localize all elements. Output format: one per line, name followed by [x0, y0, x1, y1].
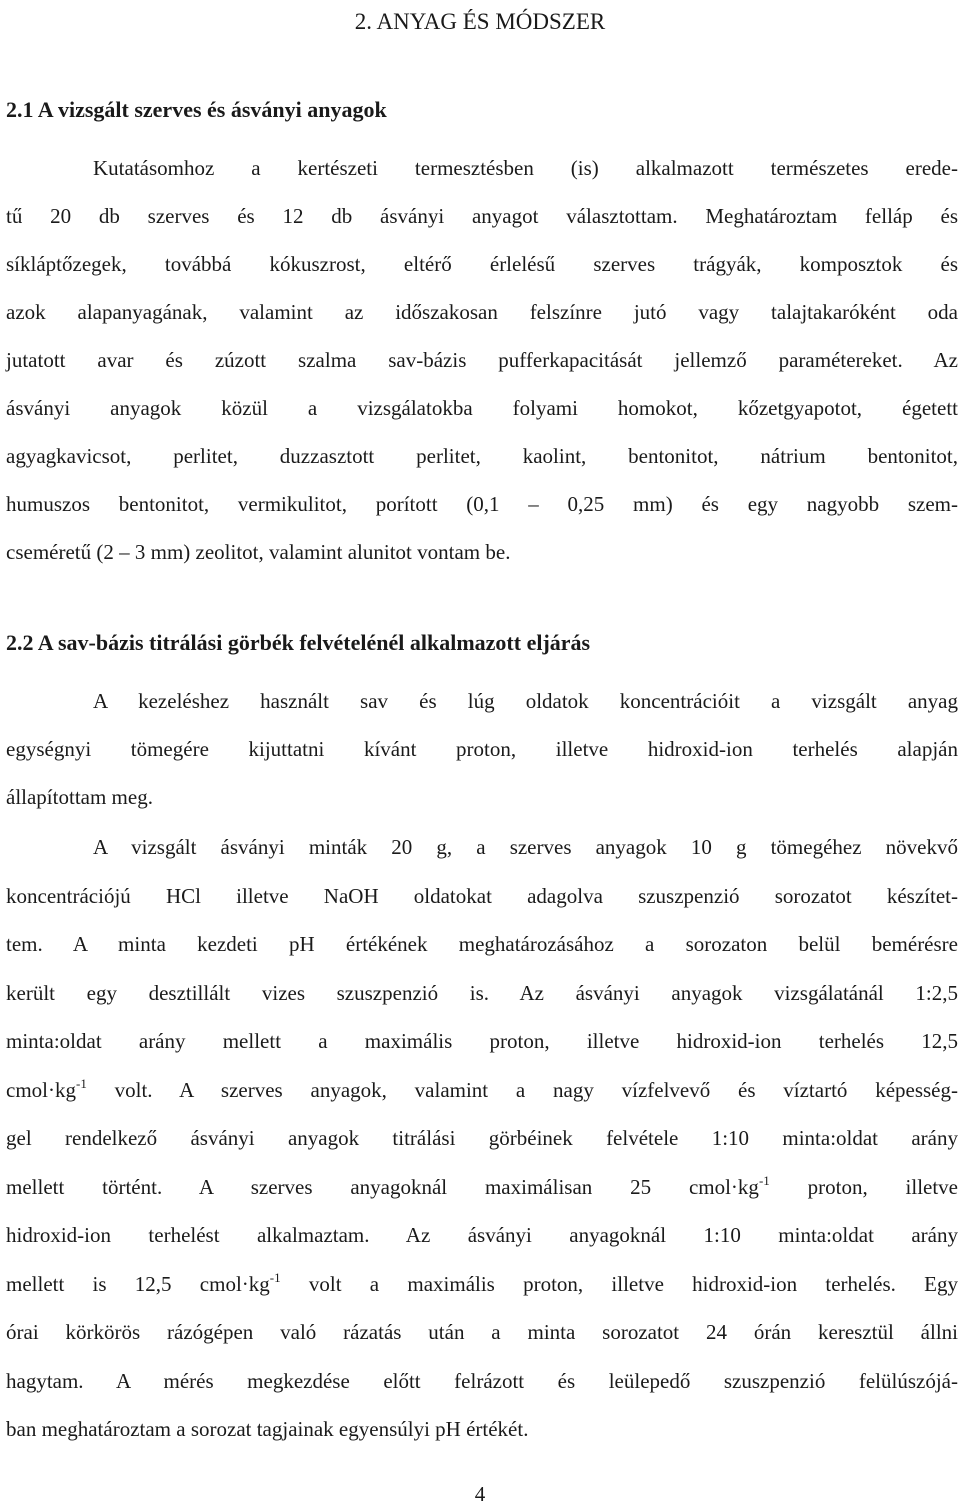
line-text: volt a maximális proton, illetve hidroxid-ion terhelés. Egy	[280, 1272, 958, 1296]
paragraph-line: tű 20 db szerves és 12 db ásványi anyagot választottam. Meghatároztam felláp és	[6, 204, 958, 228]
paragraph-line: hagytam. A mérés megkezdése előtt felrázott és leülepedő szuszpenzió felülúszójá-	[6, 1369, 958, 1393]
paragraph-line: ásványi anyagok közül a vizsgálatokba folyami homokot, kőzetgyapotot, égetett	[6, 396, 958, 420]
unit-text: cmol·kg	[6, 1078, 76, 1102]
paragraph-line: A kezeléshez használt sav és lúg oldatok koncentrációit a vizsgált anyag	[93, 689, 958, 713]
chapter-title: 2. ANYAG ÉS MÓDSZER	[354, 9, 606, 34]
paragraph-line: ban meghatároztam a sorozat tagjainak egyensúlyi pH értékét.	[6, 1417, 529, 1441]
line-text: mellett történt. A szerves anyagoknál maximálisan 25 cmol·kg	[6, 1175, 759, 1199]
paragraph-line: humuszos bentonitot, vermikulitot, porított (0,1 – 0,25 mm) és egy nagyobb szem-	[6, 492, 958, 516]
line-text: volt. A szerves anyagok, valamint a nagy vízfelvevő és víztartó képesség-	[86, 1078, 958, 1102]
paragraph-line: agyagkavicsot, perlitet, duzzasztott perlitet, kaolint, bentonitot, nátrium bentonitot,	[6, 444, 958, 468]
paragraph-line: állapítottam meg.	[6, 785, 153, 809]
paragraph-line: A vizsgált ásványi minták 20 g, a szerves anyagok 10 g tömegéhez növekvő	[93, 835, 958, 859]
paragraph-line	[6, 1270, 958, 1298]
paragraph-line: tem. A minta kezdeti pH értékének meghatározásához a sorozaton belül bemérésre	[6, 932, 958, 956]
section-heading-2-1: 2.1 A vizsgált szerves és ásványi anyagok	[6, 97, 387, 122]
section-heading-2-2: 2.2 A sav-bázis titrálási görbék felvételénél alkalmazott eljárás	[6, 630, 591, 655]
unit-exponent: -1	[269, 1270, 281, 1285]
paragraph-line: hidroxid-ion terhelést alkalmaztam. Az ásványi anyagoknál 1:10 minta:oldat arány	[6, 1223, 958, 1247]
line-text: mellett is 12,5 cmol·kg	[6, 1272, 270, 1296]
paragraph-line: került egy desztillált vizes szuszpenzió is. Az ásványi anyagok vizsgálatánál 1:2,5	[6, 981, 958, 1005]
paragraph-line: jutatott avar és zúzott szalma sav-bázis pufferkapacitását jellemző paramétereket. Az	[6, 348, 958, 372]
paragraph-line: cseméretű (2 – 3 mm) zeolitot, valamint alunitot vontam be.	[6, 540, 511, 564]
line-text: proton, illetve	[769, 1175, 958, 1199]
paragraph-line: órai körkörös rázógépen való rázatás után a minta sorozatot 24 órán keresztül állni	[6, 1320, 958, 1344]
page-number: 4	[474, 1482, 486, 1506]
paragraph-line: síkláptőzegek, továbbá kókuszrost, eltérő érlelésű szerves trágyák, komposztok és	[6, 252, 958, 276]
paragraph-line: minta:oldat arány mellett a maximális proton, illetve hidroxid-ion terhelés 12,5	[6, 1029, 958, 1053]
paragraph-line: egységnyi tömegére kijuttatni kívánt proton, illetve hidroxid-ion terhelés alapján	[6, 737, 958, 761]
unit-exponent: -1	[758, 1173, 770, 1188]
paragraph-line: Kutatásomhoz a kertészeti termesztésben (is) alkalmazott természetes erede-	[93, 156, 958, 180]
paragraph-line: gel rendelkező ásványi anyagok titrálási görbéinek felvétele 1:10 minta:oldat arány	[6, 1126, 958, 1150]
paragraph-line: azok alapanyagának, valamint az időszakosan felszínre jutó vagy talajtakaróként oda	[6, 300, 958, 324]
unit-exponent: -1	[75, 1076, 87, 1091]
paragraph-line	[6, 1076, 958, 1104]
paragraph-line: koncentrációjú HCl illetve NaOH oldatokat adagolva szuszpenzió sorozatot készítet-	[6, 884, 958, 908]
paragraph-line	[6, 1173, 958, 1201]
